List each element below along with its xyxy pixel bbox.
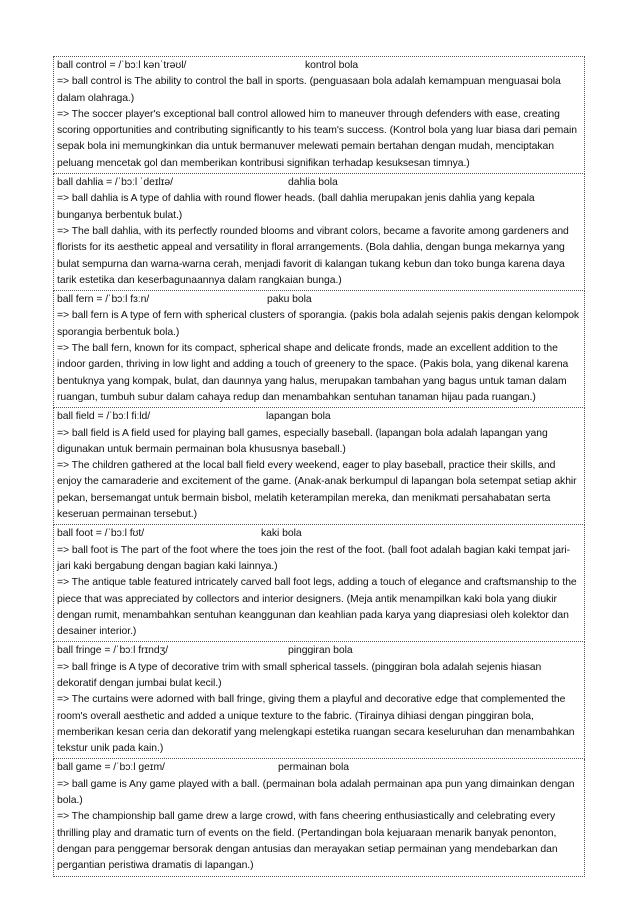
entry-term: ball dahlia = /ˈbɔːl ˈdeɪlɪə/ bbox=[57, 177, 173, 189]
glossary-page bbox=[53, 56, 585, 877]
entry-headline bbox=[57, 58, 582, 74]
entry-definition: => ball game is Any game played with a ball. (permainan bola adalah permainan apa pun yang dimainkan dengan bola.) bbox=[57, 778, 575, 807]
entry-example: => The ball dahlia, with its perfectly rounded blooms and vibrant colors, became a favorite among gardeners and florists for its aesthetic appeal and versatility in floral arrangements. (Bola dahlia, dengan bunga mekarnya yang bulat sempurna dan warna-warna cerah, menjadi favorit di kalangan tukang kebun dan toko bunga karena daya tarik estetika dan keserbagunaannya dalam rangkaian bunga.) bbox=[57, 225, 569, 286]
entry-headline bbox=[57, 175, 582, 191]
entry-ball-field bbox=[53, 408, 585, 525]
entry-term: ball fringe = /ˈbɔːl frɪndʒ/ bbox=[57, 645, 169, 657]
entry-translation: kontrol bola bbox=[305, 60, 359, 71]
entry-ball-foot bbox=[53, 525, 585, 642]
entry-term: ball control = /ˈbɔːl kənˈtrəʊl/ bbox=[57, 60, 187, 71]
entry-example: => The curtains were adorned with ball fringe, giving them a playful and decorative edge that complemented the room's overall aesthetic and added a unique texture to the fabric. (Tirainya dihiasi dengan pinggiran bola, memberikan kesan ceria dan dekoratif yang melengkapi estetika ruangan secara keseluruhan dan menambahkan tekstur unik pada kain.) bbox=[57, 694, 575, 755]
entry-term: ball fern = /ˈbɔːl fɜːn/ bbox=[57, 294, 150, 306]
entry-headline bbox=[57, 643, 582, 659]
entry-translation: lapangan bola bbox=[266, 411, 331, 423]
entry-definition: => ball fringe is A type of decorative trim with small spherical tassels. (pinggiran bola adalah sejenis hiasan dekoratif dengan jumbai bulat kecil.) bbox=[57, 661, 542, 689]
entry-headline bbox=[57, 526, 582, 542]
entry-definition: => ball field is A field used for playing ball games, especially baseball. (lapangan bola adalah lapangan yang digunakan untuk bermain permainan bola khususnya baseball.) bbox=[57, 427, 548, 455]
entry-ball-control bbox=[53, 56, 585, 174]
entry-example: => The ball fern, known for its compact, spherical shape and delicate fronds, made an excellent addition to the indoor garden, thriving in low light and adding a touch of greenery to the space. (Pakis bola, yang dikenal karena bentuknya yang kompak, bulat, dan daunnya yang halus, merupakan tambahan yang bagus untuk taman dalam ruangan, tumbuh subur dalam cahaya redup dan menambahkan sentuhan tanaman hijau pada ruangan.) bbox=[57, 343, 569, 403]
entry-definition: => ball control is The ability to control the ball in sports. (penguasaan bola adalah kemampuan menguasai bola dalam olahraga.) bbox=[57, 76, 561, 104]
entry-example: => The antique table featured intricately carved ball foot legs, adding a touch of elegance and craftsmanship to the piece that was appreciated by collectors and interior designers. (Meja antik menampilkan kaki bola yang diukir dengan rumit, menambahkan sentuhan keanggunan dan keahlian pada karya yang diapresiasi oleh kolektor dan desainer interior.) bbox=[57, 577, 577, 638]
entry-ball-fern bbox=[53, 291, 585, 408]
entry-definition: => ball foot is The part of the foot where the toes join the rest of the foot. (ball foot adalah bagian kaki tempat jari-jari kaki bergabung dengan bagian kaki lainnya.) bbox=[57, 544, 571, 572]
entry-definition: => ball dahlia is A type of dahlia with round flower heads. (ball dahlia merupakan jenis dahlia yang kepala bunganya berbentuk bulat.) bbox=[57, 193, 535, 221]
entry-headline bbox=[57, 760, 582, 776]
entry-example: => The championship ball game drew a large crowd, with fans cheering enthusiastically and celebrating every thrilling play and dramatic turn of events on the field. (Pertandingan bola kejuaraan menarik banyak penonton, dengan para penggemar bersorak dengan antusias dan merayakan setiap permainan yang mendebarkan dan pergantian peristiwa dramatis di lapangan.) bbox=[57, 811, 558, 872]
entry-ball-fringe bbox=[53, 642, 585, 759]
entry-headline bbox=[57, 292, 582, 308]
entry-example: => The soccer player's exceptional ball control allowed him to maneuver through defenders with ease, creating scoring opportunities and contributing significantly to his team's success. (Kontrol bola yang luar biasa dari pemain sepak bola ini memungkinkan dia untuk bermanuver melewati pemain bertahan dengan mudah, menciptakan peluang mencetak gol dan memberikan kontribusi signifikan terhadap kesuksesan timnya.) bbox=[57, 108, 577, 169]
entry-translation: paku bola bbox=[267, 294, 312, 306]
entry-term: ball foot = /ˈbɔːl fʊt/ bbox=[57, 528, 145, 540]
entry-term: ball field = /ˈbɔːl fiːld/ bbox=[57, 411, 151, 423]
entry-definition: => ball fern is A type of fern with spherical clusters of sporangia. (pakis bola adalah sejenis pakis dengan kelompok sporangia berbentuk bola.) bbox=[57, 310, 580, 338]
entry-ball-game bbox=[53, 759, 585, 876]
entry-ball-dahlia bbox=[53, 174, 585, 291]
entry-example: => The children gathered at the local ball field every weekend, eager to play baseball, practice their skills, and enjoy the camaraderie and excitement of the game. (Anak-anak berkumpul di lapangan bola setempat setiap akhir pekan, bersemangat untuk bermain bisbol, melatih keterampilan mereka, dan menikmati persahabatan serta keseruan permainan tersebut.) bbox=[57, 460, 577, 521]
entry-term: ball game = /ˈbɔːl ɡeɪm/ bbox=[57, 762, 165, 774]
entry-translation: kaki bola bbox=[261, 528, 302, 540]
entry-translation: dahlia bola bbox=[288, 177, 338, 189]
entry-translation: permainan bola bbox=[278, 762, 349, 774]
entry-translation: pinggiran bola bbox=[288, 645, 353, 657]
entry-headline bbox=[57, 409, 582, 425]
